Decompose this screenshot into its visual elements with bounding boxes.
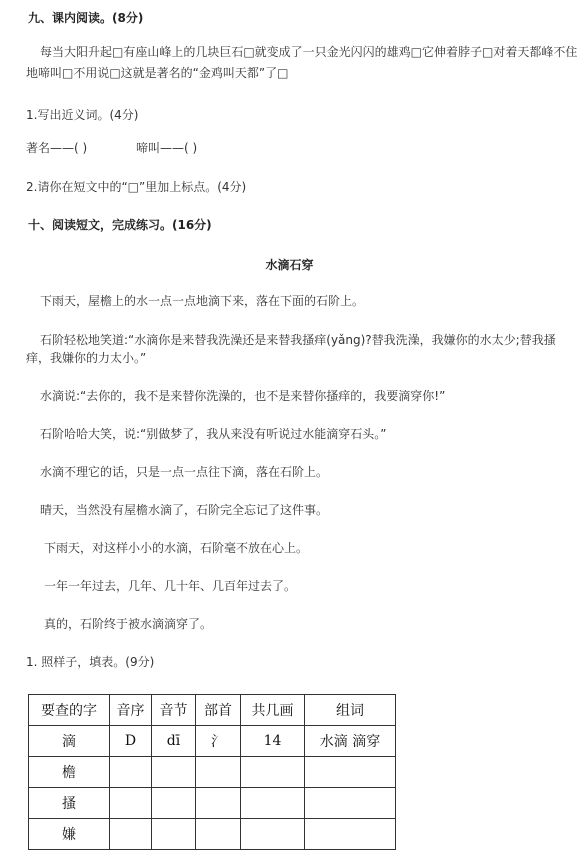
table-cell[interactable] (110, 788, 152, 819)
table-cell: D (110, 726, 152, 757)
table-cell[interactable] (241, 819, 305, 850)
story-paragraph: 痒，我嫌你的力太小。” (26, 351, 147, 365)
story-title: 水滴石穿 (265, 258, 314, 272)
table-header-row (29, 695, 396, 726)
table-cell[interactable] (110, 819, 152, 850)
passage-line-2: 地啼叫□不用说□这就是著名的“金鸡叫天都”了□ (26, 66, 289, 80)
table-header-cell: 共几画 (241, 695, 305, 726)
table-cell[interactable] (196, 819, 241, 850)
section10-heading: 十、阅读短文，完成练习。(16分) (28, 218, 212, 232)
story-paragraph: 晴天，当然没有屋檐水滴了，石阶完全忘记了这件事。 (40, 503, 329, 517)
story-paragraph: 下雨天，对这样小小的水滴，石阶毫不放在心上。 (44, 541, 309, 555)
table-cell[interactable] (241, 788, 305, 819)
story-paragraph: 真的，石阶终于被水滴滴穿了。 (44, 617, 213, 631)
table-cell: 氵 (196, 726, 241, 757)
synonym-item-2: 啼叫——( ) (136, 141, 198, 155)
table-cell[interactable] (196, 757, 241, 788)
table-cell: dī (152, 726, 196, 757)
table-row (29, 819, 396, 850)
table-cell[interactable] (152, 788, 196, 819)
dictionary-table (28, 694, 396, 850)
passage-line-1: 每当大阳升起□有座山峰上的几块巨石□就变成了一只金光闪闪的雄鸡□它伸着脖子□对着天都峰不住 (40, 45, 578, 59)
table-row (29, 726, 396, 757)
table-cell[interactable] (196, 788, 241, 819)
table-cell: 嫌 (29, 819, 110, 850)
table-header-cell: 要查的字 (29, 695, 110, 726)
table-header-cell: 组词 (305, 695, 396, 726)
table-cell: 檐 (29, 757, 110, 788)
synonym-item-1: 著名——( ) (26, 141, 88, 155)
question-2: 2.请你在短文中的“□”里加上标点。(4分) (26, 180, 247, 194)
table-row (29, 788, 396, 819)
story-paragraph: 下雨天，屋檐上的水一点一点地滴下来，落在下面的石阶上。 (40, 294, 365, 308)
story-paragraph: 石阶哈哈大笑，说:“别做梦了，我从来没有听说过水能滴穿石头。” (40, 427, 387, 441)
table-cell[interactable] (305, 788, 396, 819)
table-header-cell: 音序 (110, 695, 152, 726)
table-cell: 水滴 滴穿 (305, 726, 396, 757)
question-1: 1.写出近义词。(4分) (26, 108, 139, 122)
table-cell[interactable] (152, 757, 196, 788)
table-cell[interactable] (241, 757, 305, 788)
table-cell[interactable] (110, 757, 152, 788)
story-paragraph: 水滴说:“去你的，我不是来替你洗澡的，也不是来替你搔痒的，我要滴穿你!” (40, 389, 446, 403)
table-cell: 搔 (29, 788, 110, 819)
story-paragraph: 石阶轻松地笑道:“水滴你是来替我洗澡还是来替我搔痒(yǎng)?替我洗澡，我嫌你的水太少;替我搔 (40, 333, 556, 347)
table-header-cell: 音节 (152, 695, 196, 726)
table-row (29, 757, 396, 788)
story-paragraph: 水滴不理它的话，只是一点一点往下滴，落在石阶上。 (40, 465, 329, 479)
section9-heading: 九、课内阅读。(8分) (28, 11, 144, 25)
table-cell[interactable] (152, 819, 196, 850)
table-cell: 滴 (29, 726, 110, 757)
table-cell: 14 (241, 726, 305, 757)
story-paragraph: 一年一年过去，几年、几十年、几百年过去了。 (44, 579, 297, 593)
question-fill-table: 1. 照样子，填表。(9分) (26, 655, 155, 669)
table-header-cell: 部首 (196, 695, 241, 726)
table-cell[interactable] (305, 757, 396, 788)
table-cell[interactable] (305, 819, 396, 850)
